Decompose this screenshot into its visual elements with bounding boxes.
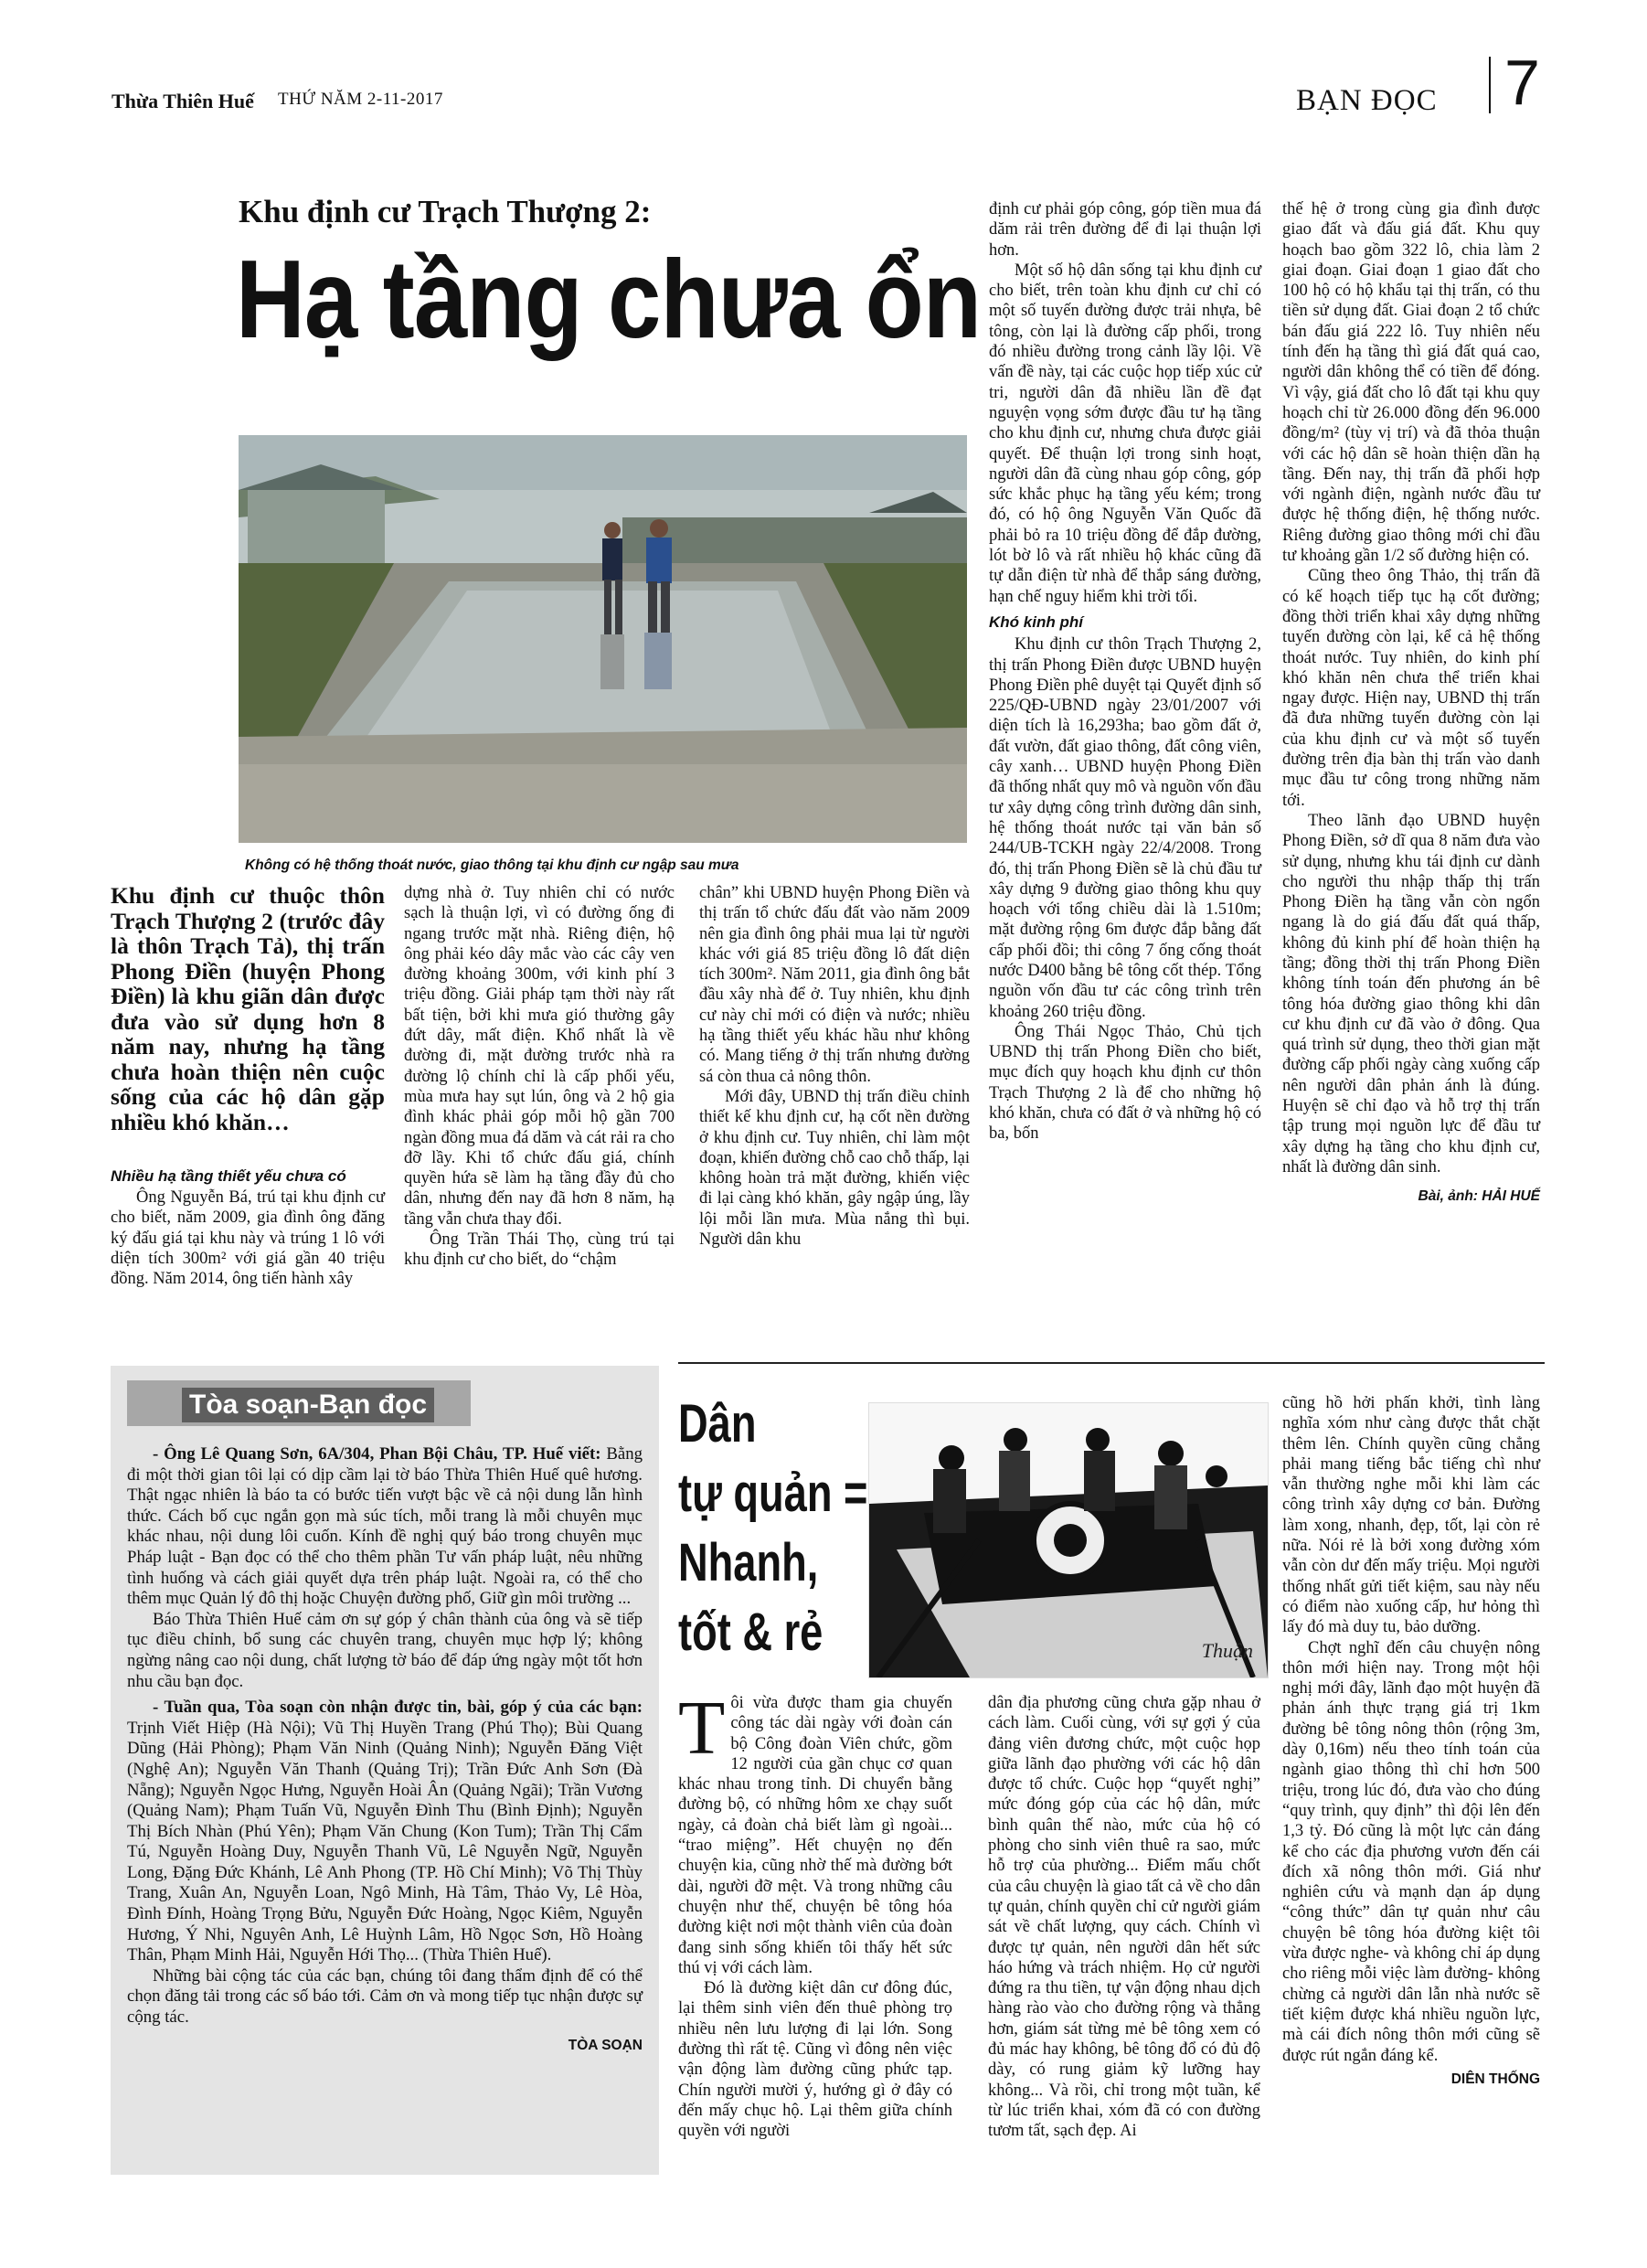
flooded-road-photo (239, 435, 967, 843)
article2-col3-paragraph-2: Chợt nghĩ đến câu chuyện nông thôn mới hiện nay. Trong một hội nghị mới đây, lãnh đạo một huyện đã phản ánh thực trạng giá trị 1km đường bê tông nông thôn (rộng 3m, dày 0,16m) nếu theo tính toán của ngành giao thông thì chỉ hơn 500 triệu, trong lúc đó, đưa vào cho đúng “quy trình, quy định” thì đội lên đến 1,3 tỷ. Đó cũng là một lực cản đáng kể cho các địa phương vươn đến cái đích xã nông thôn mới. Giá như nghiên cứu và mạnh dạn áp dụng “công thức” dân tự quản như câu chuyện bê tông hóa đường kiệt tôi vừa được nghe- và không chỉ áp dụng cho riêng mỗi việc làm đường- không chừng cả người dân lẫn nhà nước sẽ tiết kiệm được khá nhiều nguồn lực, mà cái đích nông thôn mới cũng sẽ được rút ngắn đáng kể. (1282, 1638, 1540, 2065)
article2-col1-paragraph-1: ôi vừa được tham gia chuyến công tác dài ngày với đoàn cán bộ Công đoàn Viên chức, gồm 12 người của gần chục cơ quan khác nhau trong tỉnh. Di chuyển bằng đường bộ, có những hôm xe chạy suốt ngày, cả đoàn chả biết làm gì ngoài... “trao miệng”. Hết chuyện nọ đến chuyện kia, cũng nhờ thế mà đường bớt dài, người đỡ mệt. Và trong những câu chuyện như thế, chuyện bê tông hóa đường kiệt nơi một thành viên của đoàn đang sinh sống khiến tôi thấy hết sức thú vị với cách làm. (678, 1694, 952, 1977)
article1-column-3 (699, 883, 970, 1250)
article1-lead: Khu định cư thuộc thôn Trạch Thượng 2 (trước đây là thôn Trạch Tả), thị trấn Phong Điền (huyện Phong Điền) là khu giãn dân được đưa vào sử dụng hơn 8 năm nay, nhưng hạ tầng chưa hoàn thiện nên cuộc sống của các hộ dân gặp nhiều khó khăn… (111, 882, 385, 1135)
article1-col2-paragraph-1: dựng nhà ở. Tuy nhiên chỉ có nước sạch là thuận lợi, vì có đường ống đi ngang trước mặt nhà. Riêng điện, hộ ông phải kéo dây mắc vào các cây ven đường khoảng 300m, với kinh phí 3 triệu đồng. Giải pháp tạm thời này rất bất tiện, bởi khi mưa gió thường gây đứt dây, mất điện. Khổ nhất là về đường đi, mặt đường trước nhà ra đường lộ chính chỉ là cấp phối yếu, mùa mưa hay sụt lún, ông và 2 hộ gia đình khác phải góp mỗi hộ gần 700 ngàn đồng mua đá dăm và cát rải ra cho đỡ lầy. Khi tổ chức đấu giá, chính quyền hứa sẽ làm hạ tầng đầy đủ cho dân, nhưng đến nay đã hơn 8 năm, hạ tầng vẫn chưa thay đổi. (404, 884, 675, 1229)
article1-column-1 (111, 883, 385, 1289)
article1-column-5 (1282, 199, 1540, 1208)
article2-illustration (868, 1402, 1269, 1678)
article1-col4-paragraph-1: định cư phải góp công, góp tiền mua đá dăm rải trên đường để đi lại thuận lợi hơn. (989, 200, 1261, 260)
article1-col5-paragraph-2: Cũng theo ông Thảo, thị trấn đã có kế hoạch tiếp tục hạ cốt đường; đồng thời triển khai xây dựng những tuyến đường còn lại, kể cả hệ thống thoát nước. Tuy nhiên, do kinh phí khó khăn nên chưa thể triển khai ngay được. Hiện nay, UBND thị trấn đã đưa những tuyến đường còn lại của khu định cư và một số tuyến đường trên địa bàn thị trấn vào danh mục đầu tư công trong những năm tới. (1282, 567, 1540, 810)
article1-subhead-1: Nhiều hạ tầng thiết yếu chưa có (111, 1167, 346, 1185)
mailbox-content (127, 1444, 643, 2056)
mailbox-title: Tòa soạn-Bạn đọc (182, 1388, 434, 1422)
article2-headline-line-1: Dân (678, 1394, 757, 1453)
mailbox-contributors-lead: - Tuần qua, Tòa soạn còn nhận được tin, bài, góp ý của các bạn: (153, 1698, 643, 1718)
article1-col4-paragraph-3: Khu định cư thôn Trạch Thượng 2, thị trấn Phong Điền được UBND huyện Phong Điền phê duyệt tại Quyết định số 225/QĐ-UBND ngày 23/01/2007 với diện tích là 16,293ha; bao gồm đất ở, đất vườn, đất giao thông, đất công viên, cây xanh… UBND huyện Phong Điền đã thống nhất quy mô và nguồn vốn đầu tư xây dựng công trình đường dân sinh, hệ thống thoát nước tại văn bản số 244/UB-TCKH ngày 22/4/2008. Trong đó, thị trấn Phong Điền sẽ là chủ đầu tư xây dựng 9 đường giao thông khu quy hoạch với tổng chiều dài là 1.510m; mặt đường rộng 6m được đắp bằng đất cấp phối đồi; thi công 7 ống cống thoát nước D400 bằng bê tông cốt thép. Tổng nguồn vốn đầu tư các công trình trên khoảng 260 triệu đồng. (989, 635, 1262, 1021)
mailbox-title-bar (127, 1380, 471, 1426)
article1-column-2 (404, 883, 675, 1271)
article2-column-2 (988, 1693, 1260, 2142)
article2-col3-paragraph-1: cũng hồ hởi phấn khởi, tình làng nghĩa xóm như càng được thắt chặt thêm lên. Chính quyền cũng chẳng phải mang tiếng bắc tiếng chì như vẫn thường nghe mỗi khi làm các công trình xây dựng cơ bản. Đường làm xong, nhanh, đẹp, tốt, lại còn rẻ nữa. Nói rẻ là bởi xong đường xóm vẫn còn dư đến mấy triệu. Mọi người thống nhất gửi tiết kiệm, sau này nếu có điểm nào xuống cấp, hư hỏng thì lấy đó mà duy tu, bảo dưỡng. (1282, 1394, 1540, 1637)
article1-col3-paragraph-2: Mới đây, UBND thị trấn điều chỉnh thiết kế khu định cư, hạ cốt nền đường ở khu định cư. Tuy nhiên, chỉ làm một đoạn, khiến đường chỗ cao chỗ thấp, lại không hoàn trả mặt đường, khiến việc đi lại càng khó khăn, gây ngập úng, lầy lội mỗi lần mưa. Mùa nắng thì bụi. Người dân khu (699, 1087, 970, 1250)
article2-col2-paragraph-1: dân địa phương cũng chưa gặp nhau ở cách làm. Cuối cùng, với sự gợi ý của đảng viên đương chức, một cuộc họp giữa lãnh đạo phường với các hộ dân được tổ chức. Cuộc họp “quyết nghị” mức đóng góp của các hộ dân, mức bình quân thế nào, mức của hộ có phòng cho sinh viên thuê ra sao, mức hỗ trợ của phường... Điểm mấu chốt của câu chuyện là giao tất cả về cho dân tự quản, chính quyền chỉ cử người giám sát về chất lượng, quy cách. Chính vì được tự quản, nên người dân hết sức háo hứng và trách nhiệm. Họ cử người đứng ra thu tiền, tự vận động nhau dịch hàng rào vào cho đường rộng và thẳng hơn, giám sát từng mẻ bê tông xem có đủ mác hay không, bê tông đổ có đủ độ dày, có rung giảm kỹ lưỡng hay không... Và rồi, chỉ trong một tuần, kể từ lúc triển khai, xóm đã có con đường tươm tất, sạch đẹp. Ai (988, 1694, 1260, 2141)
header-date: THỨ NĂM 2-11-2017 (278, 90, 443, 109)
article1-headline: Hạ tầng chưa ổn (236, 237, 982, 361)
article2-signature: DIÊN THỐNG (1450, 2071, 1540, 2087)
article1-col5-paragraph-1: thế hệ ở trong cùng gia đình được giao đất và đấu giá đất. Khu quy hoạch bao gồm 322 lô, chia làm 2 giai đoạn. Giai đoạn 1 giao đất cho 100 hộ có hộ khẩu tại thị trấn, có thu tiền sử dụng đất. Giai đoạn 2 tổ chức bán đấu giá 222 lô. Tuy nhiên nếu tính đến hạ tầng thì giá đất quá cao, người dân không thể có tiền để đóng. Vì vậy, giá đất cho lô đất tại khu quy hoạch chỉ từ 26.000 đồng đến 96.000 đồng/m² (tùy vị trí) và đã thỏa thuận với các hộ dân sẽ hoàn thiện dần hạ tầng. Đến nay, thị trấn đã phối hợp với ngành điện, ngành nước đầu tư được hệ thống điện, hệ thống nước. Riêng đường giao thông mới chỉ đầu tư khoảng gần 1/2 số đường hiện có. (1282, 200, 1540, 566)
article1-subhead-2: Khó kinh phí (989, 612, 1083, 631)
header-section: BẠN ĐỌC (1296, 84, 1438, 117)
article2-dropcap: T (678, 1686, 726, 1771)
mailbox-signature: TÒA SOẠN (568, 2037, 643, 2053)
article1-col1-paragraph: Ông Nguyễn Bá, trú tại khu định cư cho biết, năm 2009, gia đình ông đăng ký đấu giá tại khu này và trúng 1 lô với diện tích 300m² với giá gần 40 triệu đồng. Năm 2014, ông tiến hành xây (111, 1188, 385, 1289)
article2-headline (678, 1390, 867, 1667)
mailbox-letter-body: Bằng đi một thời gian tôi lại có dịp cầm lại tờ báo Thừa Thiên Huế quê hương. Thật ngạc nhiên là báo ta có bước tiến vượt bậc về cả nội dung lẫn hình thức. Cách bố cục ngắn gọn mà súc tích, mỗi trang là mỗi chuyên mục khác nhau, nội dung lôi cuốn. Kính đề nghị quý báo trong chuyên mục Pháp luật - Bạn đọc có thể cho thêm phần Tư vấn pháp luật, nêu những tình huống và cách giải quyết dựa trên pháp luật. Ngoài ra, có thể cho thêm mục Quản lý đô thị hoặc Chuyện đường phố, Giữ gìn môi trường ... (127, 1444, 643, 1609)
article2-headline-line-2: tự quản = (678, 1464, 868, 1523)
article1-col4-paragraph-4: Ông Thái Ngọc Thảo, Chủ tịch UBND thị trấn Phong Điền cho biết, mục đích quy hoạch khu định cư thôn Trạch Thượng 2 là để cho những hộ khó khăn, chưa có đất ở và những hộ có ba, bốn (989, 1022, 1261, 1144)
article1-col2-paragraph-2: Ông Trần Thái Thọ, cùng trú tại khu định cư cho biết, do “chậm (404, 1230, 675, 1270)
article2-col1-paragraph-2: Đó là đường kiệt dân cư đông đúc, lại thêm sinh viên đến thuê phòng trọ nhiều nên lưu lượng đi lại lớn. Song đường thì rất tệ. Cũng vì đông nên việc vận động làm đường cũng phức tạp. Chín người mười ý, hướng gì ở đây có đến mấy chục hộ. Lại thêm giữa chính quyền với người (678, 1979, 952, 2141)
header-page-number: 7 (1504, 47, 1540, 118)
header-paper-name: Thừa Thiên Huế (112, 90, 254, 112)
article1-col5-paragraph-3: Theo lãnh đạo UBND huyện Phong Điền, sở dĩ qua 8 năm đưa vào sử dụng, nhưng khu tái định cư dành cho người thu nhập thấp thị trấn Phong Điền hạ tầng vẫn còn ngổn ngang là do giá đấu đất quá thấp, không đủ kinh phí để hoàn thiện hạ tầng; đồng thời thị trấn Phong Điền không tính toán đến phương án bê tông hóa đường giao thông khi dân cư khu định cư đã vào ở đông. Qua quá trình sử dụng, theo thời gian mặt đường cấp phối ngày càng xuống cấp nên người dân phản ánh là đúng. Huyện sẽ chỉ đạo và hỗ trợ thị trấn tập trung mọi nguồn lực để đầu tư xây dựng hạ tầng cho khu định cư, nhất là đường dân sinh. (1282, 811, 1540, 1177)
article2-headline-line-3: Nhanh, (678, 1533, 819, 1592)
article1-column-4 (989, 199, 1261, 1145)
mailbox-letter-author: - Ông Lê Quang Sơn, 6A/304, Phan Bội Châu, TP. Huế viết: (153, 1444, 601, 1464)
section-divider (678, 1362, 1545, 1364)
article1-byline: Bài, ảnh: HẢI HUẾ (1418, 1188, 1540, 1205)
article1-col4-paragraph-2: Một số hộ dân sống tại khu định cư cho biết, trên toàn khu định cư chỉ có một số tuyến đường được trải nhựa, bê tông, còn lại là đường cấp phối, trong đó nhiều đường trong cảnh lầy lội. Về vấn đề này, tại các cuộc họp tiếp xúc cử tri, người dân đã nhiều lần đề đạt nguyện vọng sớm được đầu tư hạ tầng cho khu định cư, nhưng chưa được giải quyết. Để thuận lợi trong sinh hoạt, người dân đã cùng nhau góp công, góp sức khắc phục hạ tầng yếu kém; trong đó, có hộ ông Nguyễn Văn Quốc đã phải bỏ ra 10 triệu đồng để đắp đường, lót bờ lô và rất nhiều hộ khác cũng đã tự dẫn điện từ nhà để thắp sáng đường, hạn chế nguy hiểm khi trời tối. (989, 261, 1261, 606)
mailbox-closing: Những bài cộng tác của các bạn, chúng tôi đang thẩm định để có thể chọn đăng tải trong các số báo tới. Cảm ơn và mong tiếp tục nhận được sự cộng tác. (127, 1965, 643, 2028)
road-workers-illustration (869, 1403, 1268, 1677)
article1-photo-caption: Không có hệ thống thoát nước, giao thông tại khu định cư ngập sau mưa (245, 857, 739, 873)
article1-photo (239, 435, 967, 843)
mailbox-contributors: Trịnh Viết Hiệp (Hà Nội); Vũ Thị Huyền Trang (Phú Thọ); Bùi Quang Dũng (Hải Phòng); Phạm Văn Ninh (Quảng Ninh); Nguyễn Đăng Việt (Nghệ An); Nguyễn Văn Thanh (Quảng Trị); Trần Đức Anh Sơn (Đà Nẵng); Nguyễn Ngọc Hưng, Nguyễn Hoài Ân (Quảng Ngãi); Trần Vương (Quảng Nam); Phạm Tuấn Vũ, Nguyễn Đình Thu (Bình Định); Nguyễn Thị Bích Nhàn (Phú Yên); Phạm Văn Chung (Kon Tum); Trần Thị Cẩm Tú, Nguyễn Hoàng Duy, Nguyễn Thanh Vũ, Lê Nguyễn Ngữ, Nguyễn Long, Đặng Đức Khánh, Lê Anh Phong (TP. Hồ Chí Minh); Võ Thị Thùy Trang, Xuân An, Nguyễn Loan, Ngô Minh, Hà Tâm, Thảo Vy, Lê Hòa, Đình Đính, Hoàng Trọng Bửu, Nguyễn Đức Hoàng, Ngọc Kiêm, Nguyễn Hương, Ý Nhi, Nguyên Anh, Lê Huỳnh Lâm, Hồ Ngọc Sơn, Hồ Hoàng Thân, Phạm Minh Hải, Nguyễn Hới Thọ... (Thừa Thiên Huế). (127, 1718, 643, 1965)
mailbox-reply: Báo Thừa Thiên Huế cảm ơn sự góp ý chân thành của ông và sẽ tiếp tục điều chỉnh, bổ sung các chuyên trang, chuyên mục hợp lý; không ngừng nâng cao nội dung, chất lượng tờ báo để đáp ứng ngày một tốt hơn nhu cầu bạn đọc. (127, 1609, 643, 1691)
mailbox-box (111, 1366, 659, 2175)
article2-headline-line-4: tốt & rẻ (678, 1603, 824, 1662)
illustration-signature: Thuận (1201, 1639, 1253, 1662)
article2-column-1 (678, 1686, 952, 2142)
header-divider (1489, 57, 1491, 113)
article2-column-3 (1282, 1393, 1540, 2090)
article1-kicker: Khu định cư Trạch Thượng 2: (239, 194, 652, 229)
article1-col3-paragraph-1: chân” khi UBND huyện Phong Điền và thị trấn tổ chức đấu đất vào năm 2009 nên gia đình ông phải mua lại từ người khác với giá 85 triệu đồng lô đất diện tích 300m². Năm 2011, gia đình ông bắt đầu xây nhà để ở. Tuy nhiên, khu định cư này chỉ mới có điện và nước; nhiều hạ tầng thiết yếu khác hầu như không có. Mang tiếng ở thị trấn nhưng đường sá còn thua cả nông thôn. (699, 884, 970, 1086)
